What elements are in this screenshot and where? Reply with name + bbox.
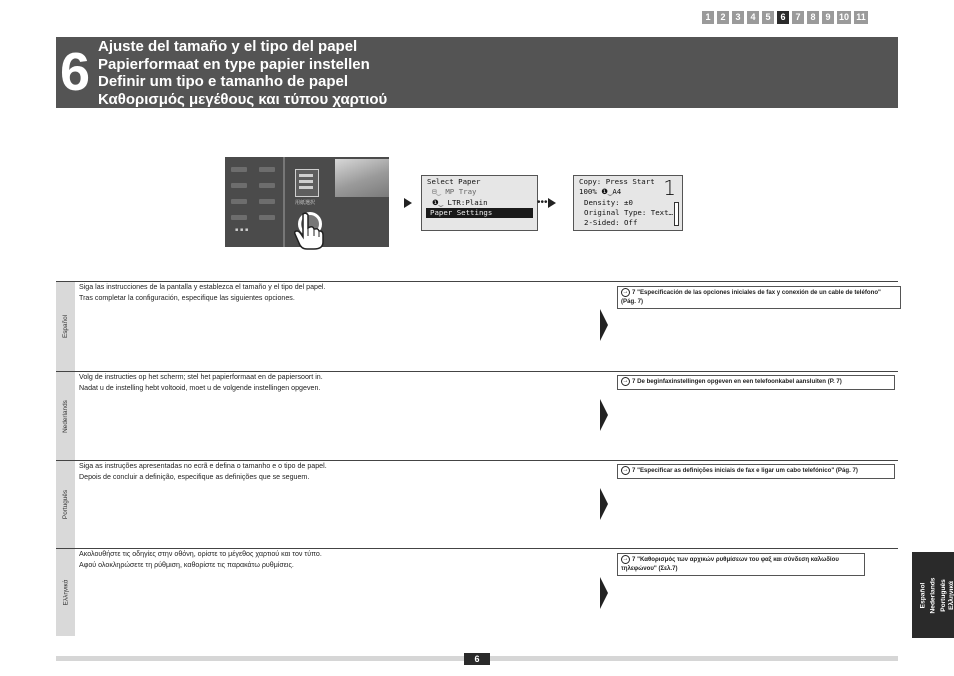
lcd-copy-count: 1 <box>663 176 676 200</box>
instruction-line: Αφού ολοκληρώσετε τη ρύθμιση, καθορίστε τις παρακάτω ρυθμίσεις. <box>79 561 294 569</box>
lcd-row-mp-tray: ⊟‿ MP Tray <box>432 187 477 197</box>
side-tab-es[interactable]: Español <box>919 582 927 608</box>
instruction-line: Nadat u de instelling hebt voltooid, moet u de volgende instellingen opgeven. <box>79 384 321 392</box>
step-10[interactable]: 10 <box>838 12 849 22</box>
panel-button <box>231 167 247 172</box>
instruction-line: Tras completar la configuración, especifique las siguientes opciones. <box>79 294 295 302</box>
language-label-pt: Português <box>62 489 70 520</box>
language-strip-el <box>56 549 75 636</box>
section-text-nl <box>79 372 323 394</box>
step-6-current[interactable]: 6 <box>777 11 789 24</box>
language-strip-nl <box>56 372 75 460</box>
step-4[interactable]: 4 <box>747 11 759 24</box>
dots-icon: ••• <box>537 197 548 208</box>
instruction-line: Depois de concluir a definição, especifique as definições que se seguem. <box>79 473 310 481</box>
language-label-es: Español <box>62 314 70 339</box>
reference-text: 7 De beginfaxinstellingen opgeven en een telefoonkabel aansluiten (P. 7) <box>632 378 842 386</box>
reference-text: 7 "Especificación de las opciones iniciales de fax y conexión de un cable de teléfono" (Pág. 7) <box>621 289 881 305</box>
panel-glyph-icon: ▪ ▪ ▪ <box>235 227 249 233</box>
instruction-line: Siga las instrucciones de la pantalla y establezca el tamaño y el tipo del papel. <box>79 283 326 291</box>
section-text-es <box>79 282 325 304</box>
title-spanish: Ajuste del tamaño y el tipo del papel <box>98 38 358 55</box>
language-label-el: Ελληνικά <box>62 579 70 606</box>
lcd-row-drawer: ❶‿ LTR:Plain <box>432 197 488 207</box>
reference-text: 7 "Καθορισμός των αρχικών ρυθμίσεων του φαξ και σύνδεση καλωδίου τηλεφώνου" (Σελ.7) <box>621 556 839 572</box>
instruction-line: Volg de instructies op het scherm; stel het papierformaat en de papiersoort in. <box>79 373 323 381</box>
printer-icon <box>295 169 319 197</box>
instruction-line: Ακολουθήστε τις οδηγίες στην οθόνη, ορίστε το μέγεθος χαρτιού και τον τύπο. <box>79 550 322 558</box>
panel-divider <box>283 157 285 247</box>
reference-arrow-icon: → <box>622 556 629 562</box>
panel-button <box>259 199 275 204</box>
lcd-row-ratio: 100% ❶‿A4 <box>579 187 622 197</box>
reference-arrow-icon: → <box>622 467 629 473</box>
language-label-nl: Nederlands <box>62 399 69 433</box>
step-number: 6 <box>60 42 91 102</box>
side-tab-el[interactable]: Ελληνικά <box>947 580 954 610</box>
reference-box-pt[interactable] <box>617 464 895 479</box>
lcd-row-copy-title: Copy: Press Start <box>579 177 655 186</box>
step-navigation <box>702 11 868 24</box>
language-strip-pt <box>56 461 75 548</box>
step-3[interactable]: 3 <box>732 11 744 24</box>
panel-button <box>231 215 247 220</box>
paper-select-label: 用紙選択 <box>295 200 316 206</box>
lcd-copy-screen <box>573 175 683 231</box>
step-8[interactable]: 8 <box>807 11 819 24</box>
reference-text: 7 "Especificar as definições iniciais de fax e ligar um cabo telefónico" (Pág. 7) <box>632 467 858 475</box>
section-text-el <box>79 549 322 571</box>
chevron-right-icon <box>600 309 608 341</box>
reference-box-es[interactable] <box>617 286 901 309</box>
panel-button <box>231 183 247 188</box>
step-2[interactable]: 2 <box>717 11 729 24</box>
reference-box-el[interactable] <box>617 553 865 576</box>
step-1[interactable]: 1 <box>702 11 714 24</box>
step-9[interactable]: 9 <box>822 11 834 24</box>
title-portuguese: Definir um tipo e tamanho de papel <box>98 73 349 90</box>
lcd-select-paper-screen <box>421 175 538 231</box>
step-11[interactable]: 11 <box>854 11 868 24</box>
language-side-tab <box>912 552 954 638</box>
chevron-right-icon <box>600 399 608 431</box>
panel-glass-icon <box>335 159 389 197</box>
side-tab-nl[interactable]: Nederlands <box>929 577 937 613</box>
panel-button <box>259 167 275 172</box>
page-number: 6 <box>464 653 490 665</box>
reference-box-nl[interactable] <box>617 375 895 390</box>
step-5[interactable]: 5 <box>762 11 774 24</box>
drawer-icon: ❶‿ <box>601 187 613 197</box>
language-strip-es <box>56 282 75 371</box>
step-header <box>56 37 898 108</box>
mp-tray-icon: ⊟‿ <box>432 187 446 197</box>
lcd-row-original-type: Original Type: Text… <box>584 207 673 217</box>
lcd-row-density: Density: ±0 <box>584 197 633 207</box>
drawer-icon: ❶‿ <box>432 197 448 207</box>
lcd-row-title: Select Paper <box>427 177 481 186</box>
panel-button <box>259 215 275 220</box>
section-text-pt <box>79 461 327 483</box>
title-greek: Καθορισμός μεγέθους και τύπου χαρτιού <box>98 90 388 108</box>
instruction-line: Siga as instruções apresentadas no ecrã e defina o tamanho e o tipo de papel. <box>79 462 327 470</box>
reference-arrow-icon: → <box>622 378 629 384</box>
step-7[interactable]: 7 <box>792 11 804 24</box>
step-titles <box>98 38 387 108</box>
lcd-scrollbar-icon <box>674 202 679 226</box>
side-tab-pt[interactable]: Português <box>939 578 947 612</box>
panel-button <box>259 183 275 188</box>
lcd-row-paper-settings: Paper Settings <box>426 208 533 218</box>
lcd-row-two-sided: 2-Sided: Off <box>584 218 638 228</box>
title-dutch: Papierformaat en type papier instellen <box>98 55 370 73</box>
chevron-right-icon <box>600 577 608 609</box>
arrow-right-icon <box>404 198 412 208</box>
reference-arrow-icon: → <box>622 289 629 295</box>
chevron-right-icon <box>600 488 608 520</box>
arrow-right-icon <box>548 198 556 208</box>
panel-button <box>231 199 247 204</box>
pointing-hand-icon <box>294 212 324 250</box>
